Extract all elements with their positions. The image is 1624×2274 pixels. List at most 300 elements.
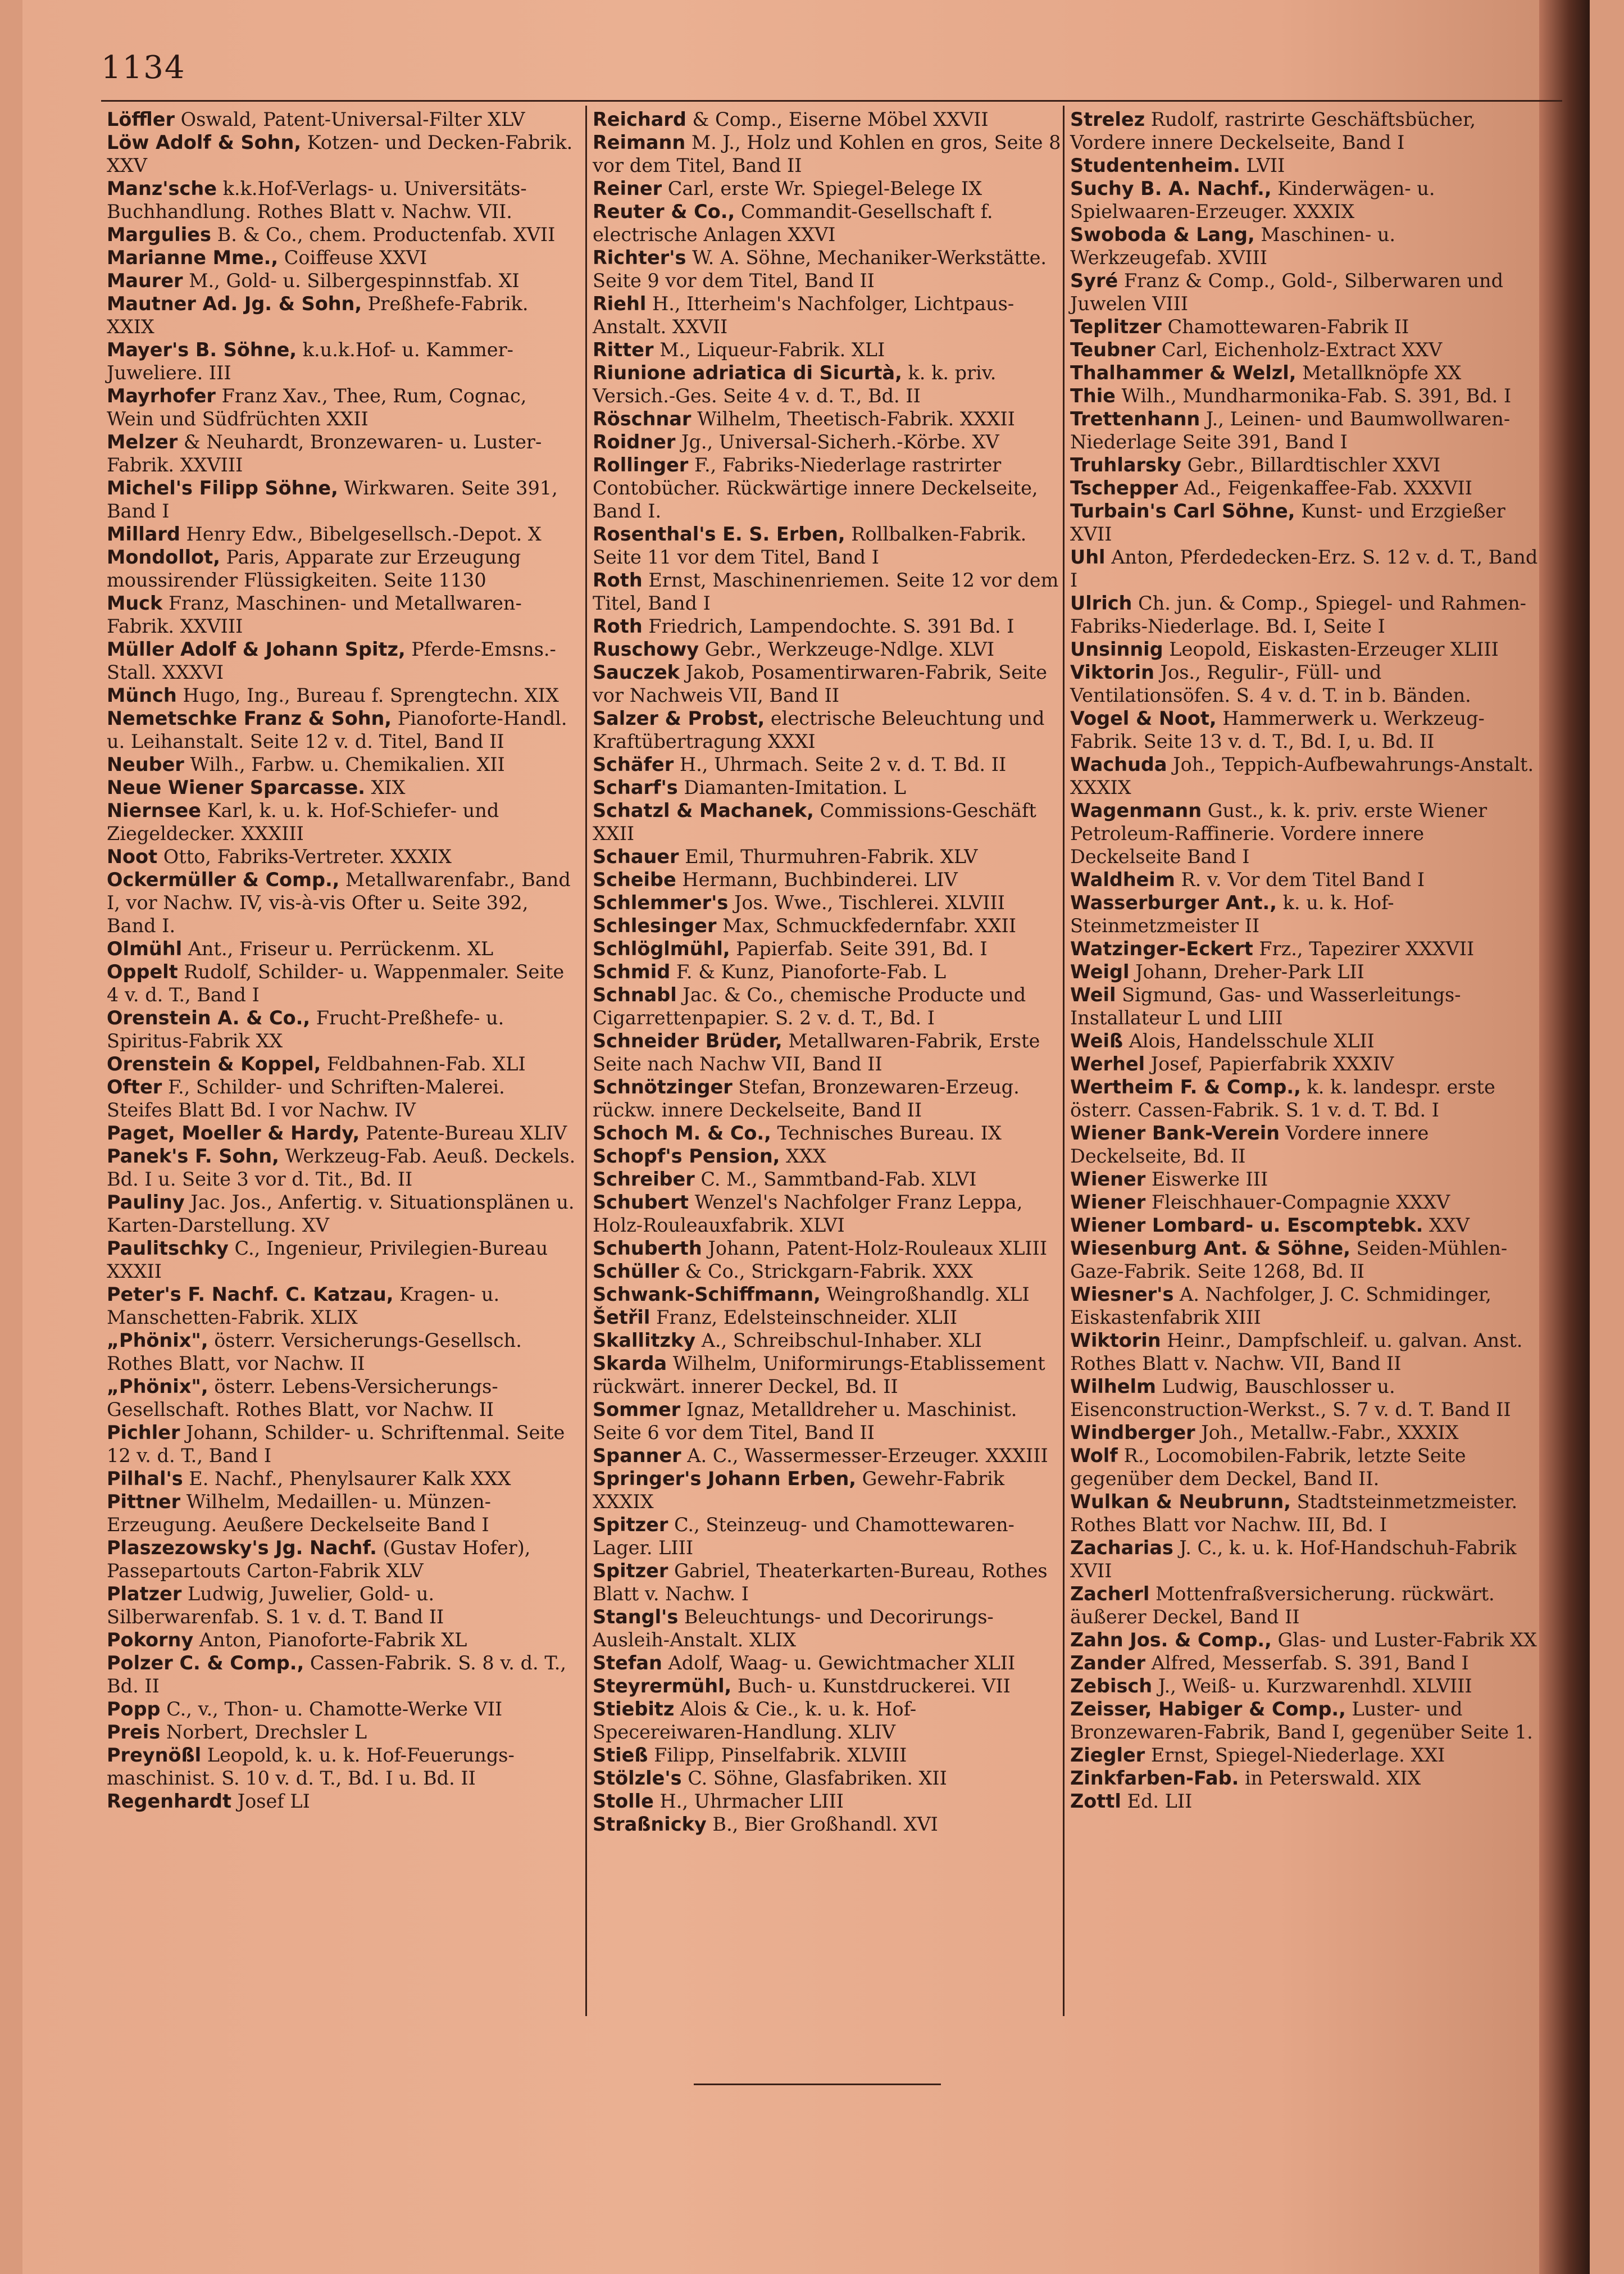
directory-entry [593, 1444, 1062, 1467]
directory-entry [593, 1329, 1062, 1352]
directory-entry [107, 1329, 576, 1375]
entry-text: Gebr., Werkzeuge-Ndlge. XLVI [699, 638, 995, 660]
directory-entry [593, 131, 1062, 177]
entry-name: Waldheim [1070, 869, 1175, 891]
entry-text: k. k. landespr. erste österr. Cassen-Fabrik. S. 1 v. d. T. Bd. I [1070, 1076, 1495, 1121]
entry-text: Alois, Handelsschule XLII [1123, 1030, 1375, 1052]
entry-name: Mayer's B. Söhne, [107, 339, 297, 361]
directory-entry [1070, 453, 1539, 476]
entry-text: Franz Xav., Thee, Rum, Cognac, Wein und Südfrüchten XXII [107, 385, 527, 430]
entry-text: Rudolf, Schilder- u. Wappenmaler. Seite 4 v. d. T., Band I [107, 961, 565, 1006]
entry-text: C. Söhne, Glasfabriken. XII [681, 1767, 947, 1789]
entry-name: Schoch M. & Co., [593, 1122, 771, 1144]
directory-entry [593, 1122, 1062, 1145]
book-spine [1539, 0, 1590, 2274]
entry-name: Mayrhofer [107, 385, 216, 407]
entry-name: Wasserburger Ant., [1070, 892, 1277, 914]
directory-entry [1070, 638, 1539, 661]
entry-text: Gust., k. k. priv. erste Wiener Petroleum-Raffinerie. Vordere innere Deckelseite Band I [1070, 800, 1487, 868]
entry-name: Muck [107, 592, 163, 614]
entry-text: (Gustav Hofer), Passepartouts Carton-Fabrik XLV [107, 1537, 531, 1582]
entry-name: Schlesinger [593, 915, 717, 937]
directory-entry [107, 246, 576, 269]
directory-entry [107, 1122, 576, 1145]
entry-name: Scheibe [593, 869, 676, 891]
directory-entry [593, 1790, 1062, 1813]
entry-text: Otto, Fabriks-Vertreter. XXXIX [157, 846, 452, 868]
entry-name: Schwank-Schiffmann, [593, 1283, 821, 1305]
directory-entry [107, 430, 576, 476]
directory-entry [107, 592, 576, 638]
entry-name: Rollinger [593, 454, 689, 476]
entry-text: Jakob, Posamentirwaren-Fabrik, Seite vor Nachweis VII, Band II [593, 661, 1047, 706]
directory-entry [593, 1029, 1062, 1075]
entry-name: Zacherl [1070, 1583, 1150, 1605]
entry-text: Anton, Pferdedecken-Erz. S. 12 v. d. T., Band I [1070, 546, 1538, 591]
entry-text: Karl, k. u. k. Hof-Schiefer- und Ziegeldecker. XXXIII [107, 800, 499, 845]
directory-entry [1070, 1329, 1539, 1375]
directory-entry [1070, 223, 1539, 269]
entry-text: B. & Co., chem. Productenfab. XVII [211, 224, 556, 246]
entry-text: XXX [780, 1145, 826, 1167]
entry-text: österr. Versicherungs-Gesellsch. Rothes Blatt, vor Nachw. II [107, 1329, 522, 1374]
entry-text: österr. Lebens-Versicherungs-Gesellschaft. Rothes Blatt, vor Nachw. II [107, 1376, 498, 1420]
entry-text: Oswald, Patent-Universal-Filter XLV [175, 108, 525, 130]
directory-entry [593, 1352, 1062, 1398]
entry-text: Kragen- u. Manschetten-Fabrik. XLIX [107, 1283, 500, 1328]
directory-entry [107, 1490, 576, 1536]
directory-entry [107, 1283, 576, 1329]
entry-name: Stefan [593, 1652, 662, 1674]
entry-text: Heinr., Dampfschleif. u. galvan. Anst. Rothes Blatt v. Nachw. VII, Band II [1070, 1329, 1523, 1374]
entry-name: Studentenheim. [1070, 155, 1240, 176]
entry-name: Panek's F. Sohn, [107, 1145, 279, 1167]
entry-text: E. Nachf., Phenylsaurer Kalk XXX [183, 1468, 511, 1490]
directory-entry [593, 569, 1062, 615]
directory-entry [593, 200, 1062, 246]
entry-text: Franz, Maschinen- und Metallwaren-Fabrik. XXVIII [107, 592, 522, 637]
entry-text: Metallknöpfe XX [1296, 362, 1462, 384]
directory-entry [593, 1237, 1062, 1260]
entry-text: J., Leinen- und Baumwollwaren-Niederlage Seite 391, Band I [1070, 408, 1511, 453]
directory-entry [593, 868, 1062, 891]
entry-text: Frz., Tapezirer XXXVII [1253, 938, 1475, 960]
entry-name: Reuter & Co., [593, 201, 735, 223]
directory-entry [1070, 500, 1539, 546]
directory-entry [593, 845, 1062, 868]
entry-text: R. v. Vor dem Titel Band I [1175, 869, 1425, 891]
entry-name: Schopf's Pension, [593, 1145, 780, 1167]
entry-name: Teubner [1070, 339, 1156, 361]
directory-entry [1070, 407, 1539, 453]
entry-name: Roth [593, 569, 643, 591]
entry-name: Zander [1070, 1652, 1145, 1674]
entry-name: „Phönix", [107, 1376, 208, 1397]
entry-text: k.k.Hof-Verlags- u. Universitäts-Buchhandlung. Rothes Blatt v. Nachw. VII. [107, 178, 527, 223]
directory-entry [107, 845, 576, 868]
entry-name: Šetřil [593, 1306, 650, 1328]
entry-text: Johann, Schilder- u. Schriftenmal. Seite 12 v. d. T., Band I [107, 1422, 565, 1467]
entry-text: M., Gold- u. Silbergespinnstfab. XI [183, 270, 520, 292]
column-1 [107, 108, 576, 1813]
directory-entry [107, 1721, 576, 1744]
entry-name: Paulitschky [107, 1237, 229, 1259]
entry-text: M., Liqueur-Fabrik. XLI [653, 339, 885, 361]
entry-text: Diamanten-Imitation. L [677, 777, 907, 798]
entry-text: Preßhefe-Fabrik. XXIX [107, 293, 529, 338]
entry-name: Schubert [593, 1191, 689, 1213]
entry-text: Henry Edw., Bibelgesellsch.-Depot. X [180, 523, 542, 545]
entry-name: Michel's Filipp Söhne, [107, 477, 338, 499]
directory-entry [107, 707, 576, 753]
entry-text: Hammerwerk u. Werkzeug-Fabrik. Seite 13 v. d. T., Bd. I, u. Bd. II [1070, 707, 1485, 752]
entry-name: Riehl [593, 293, 647, 315]
directory-entry [107, 1536, 576, 1582]
header-rule [101, 100, 1562, 102]
entry-text: Ernst, Spiegel-Niederlage. XXI [1145, 1744, 1445, 1766]
entry-name: Spanner [593, 1445, 681, 1467]
entry-name: Weiß [1070, 1030, 1123, 1052]
entry-name: Stieß [593, 1744, 648, 1766]
entry-name: Schüller [593, 1260, 679, 1282]
entry-text: Vordere innere Deckelseite, Bd. II [1070, 1122, 1429, 1167]
entry-text: Wilhelm, Uniformirungs-Etablissement rückwärt. innerer Deckel, Bd. II [593, 1352, 1045, 1397]
directory-entry [593, 1467, 1062, 1513]
entry-name: Schnötzinger [593, 1076, 733, 1098]
directory-entry [593, 1605, 1062, 1651]
entry-text: Luster- und Bronzewaren-Fabrik, Band I, gegenüber Seite 1. [1070, 1698, 1533, 1743]
entry-name: Röschnar [593, 408, 692, 430]
entry-name: Springer's Johann Erben, [593, 1468, 857, 1490]
entry-name: Preis [107, 1721, 161, 1743]
directory-entry [1070, 661, 1539, 707]
entry-text: Ludwig, Bauschlosser u. Eisenconstruction-Werkst., S. 7 v. d. T. Band II [1070, 1376, 1511, 1420]
entry-text: Jac. & Co., chemische Producte und Cigarrettenpapier. S. 2 v. d. T., Bd. I [593, 984, 1026, 1029]
entry-text: F., Schilder- und Schriften-Malerei. Steifes Blatt Bd. I vor Nachw. IV [107, 1076, 505, 1121]
entry-text: Sigmund, Gas- und Wasserleitungs-Installateur L und LIII [1070, 984, 1461, 1029]
entry-name: Plaszezowsky's Jg. Nachf. [107, 1537, 377, 1559]
entry-text: Wenzel's Nachfolger Franz Leppa, Holz-Rouleauxfabrik. XLVI [593, 1191, 1023, 1236]
entry-name: Uhl [1070, 546, 1106, 568]
entry-text: Carl, erste Wr. Spiegel-Belege IX [662, 178, 982, 199]
directory-entry [593, 1145, 1062, 1168]
directory-entry [107, 1375, 576, 1421]
directory-entry [107, 523, 576, 546]
entry-name: Popp [107, 1698, 161, 1720]
directory-entry [107, 1006, 576, 1052]
entry-text: Ch. jun. & Comp., Spiegel- und Rahmen-Fabriks-Niederlage. Bd. I, Seite I [1070, 592, 1526, 637]
entry-name: Orenstein A. & Co., [107, 1007, 311, 1029]
entry-text: Kunst- und Erzgießer XVII [1070, 500, 1505, 545]
directory-entry [593, 430, 1062, 453]
directory-entry [593, 108, 1062, 131]
entry-text: Wilh., Farbw. u. Chemikalien. XII [184, 754, 505, 775]
directory-entry [1070, 269, 1539, 315]
directory-entry [593, 1260, 1062, 1283]
entry-text: W. A. Söhne, Mechaniker-Werkstätte. Seite 9 vor dem Titel, Band II [593, 247, 1047, 292]
directory-entry [1070, 891, 1539, 937]
entry-text: M. J., Holz und Kohlen en gros, Seite 8 vor dem Titel, Band II [593, 131, 1061, 176]
entry-name: Paget, Moeller & Hardy, [107, 1122, 360, 1144]
entry-name: Wilhelm [1070, 1376, 1156, 1397]
directory-entry [593, 523, 1062, 569]
entry-name: Reimann [593, 131, 686, 153]
directory-entry [1070, 361, 1539, 384]
entry-text: Patente-Bureau XLIV [360, 1122, 567, 1144]
directory-entry [1070, 868, 1539, 891]
entry-text: Beleuchtungs- und Decorirungs-Ausleih-Anstalt. XLIX [593, 1606, 994, 1651]
entry-text: Filipp, Pinselfabrik. XLVIII [648, 1744, 907, 1766]
directory-entry [107, 384, 576, 430]
directory-entry [593, 1767, 1062, 1790]
entry-text: B., Bier Großhandl. XVI [706, 1813, 938, 1835]
entry-text: Wirkwaren. Seite 391, Band I [107, 477, 558, 522]
directory-entry [1070, 476, 1539, 500]
entry-name: Zebisch [1070, 1675, 1153, 1697]
entry-text: Papierfab. Seite 391, Bd. I [730, 938, 988, 960]
entry-text: Rudolf, rastrirte Geschäftsbücher, Vordere innere Deckelseite, Band I [1070, 108, 1476, 153]
entry-text: k. u. k. Hof-Steinmetzmeister II [1070, 892, 1394, 937]
entry-name: Schnabl [593, 984, 677, 1006]
entry-name: Werhel [1070, 1053, 1145, 1075]
directory-entry [593, 1191, 1062, 1237]
directory-entry [593, 1075, 1062, 1122]
entry-name: Schmid [593, 961, 671, 983]
entry-text: Ad., Feigenkaffee-Fab. XXXVII [1177, 477, 1472, 499]
entry-name: Steyrermühl, [593, 1675, 732, 1697]
directory-entry [1070, 1651, 1539, 1674]
entry-name: Viktorin [1070, 661, 1154, 683]
entry-text: Ludwig, Juwelier, Gold- u. Silberwarenfab. S. 1 v. d. T. Band II [107, 1583, 444, 1628]
entry-text: Emil, Thurmuhren-Fabrik. XLV [679, 846, 978, 868]
entry-name: Reiner [593, 178, 662, 199]
entry-name: Scharf's [593, 777, 678, 798]
directory-entry [107, 937, 576, 960]
directory-entry [1070, 108, 1539, 154]
entry-text: F., Fabriks-Niederlage rastrirter Contobücher. Rückwärtige innere Deckelseite, Band I. [593, 454, 1038, 522]
directory-entry [1070, 1029, 1539, 1052]
entry-name: Mondollot, [107, 546, 220, 568]
directory-entry [107, 108, 576, 131]
entry-name: Manz'sche [107, 178, 217, 199]
directory-entry [107, 131, 576, 177]
entry-text: Jos., Regulir-, Füll- und Ventilationsöfen. S. 4 v. d. T. in b. Bänden. [1070, 661, 1471, 706]
entry-name: Stangl's [593, 1606, 679, 1628]
entry-text: & Co., Strickgarn-Fabrik. XXX [679, 1260, 973, 1282]
entry-text: Wilhelm, Theetisch-Fabrik. XXXII [691, 408, 1015, 430]
entry-text: Eiswerke III [1145, 1168, 1268, 1190]
entry-text: Joh., Metallw.-Fabr., XXXIX [1195, 1422, 1459, 1444]
entry-text: in Peterswald. XIX [1239, 1767, 1421, 1789]
entry-name: Melzer [107, 431, 178, 453]
directory-entry [107, 269, 576, 292]
directory-entry [1070, 1582, 1539, 1628]
entry-name: „Phönix", [107, 1329, 208, 1351]
directory-entry [1070, 1191, 1539, 1214]
entry-text: Weingroßhandlg. XLI [820, 1283, 1030, 1305]
entry-name: Zottl [1070, 1790, 1121, 1812]
entry-text: Hermann, Buchbinderei. LIV [676, 869, 958, 891]
entry-text: Jos. Wwe., Tischlerei. XLVIII [728, 892, 1005, 914]
directory-entry [593, 361, 1062, 407]
entry-text: k. k. priv. Versich.-Ges. Seite 4 v. d. T., Bd. II [593, 362, 997, 407]
directory-entry [107, 546, 576, 592]
entry-text: Joh., Teppich-Aufbewahrungs-Anstalt. XXXIX [1070, 754, 1534, 798]
directory-entry [593, 1283, 1062, 1306]
entry-name: Nemetschke Franz & Sohn, [107, 707, 392, 729]
entry-text: Gabriel, Theaterkarten-Bureau, Rothes Blatt v. Nachw. I [593, 1560, 1048, 1605]
entry-text: Frucht-Preßhefe- u. Spiritus-Fabrik XX [107, 1007, 504, 1052]
entry-name: Neue Wiener Sparcasse. [107, 777, 365, 798]
entry-text: Alois & Cie., k. u. k. Hof-Specereiwaren-Handlung. XLIV [593, 1698, 917, 1743]
directory-entry [107, 638, 576, 684]
entry-name: Skallitzky [593, 1329, 696, 1351]
entry-text: Pianoforte-Handl. u. Leihanstalt. Seite 12 v. d. Titel, Band II [107, 707, 567, 752]
entry-name: Salzer & Probst, [593, 707, 765, 729]
directory-entry [107, 177, 576, 223]
directory-entry [107, 223, 576, 246]
entry-name: Schäfer [593, 754, 674, 775]
directory-entry [107, 1145, 576, 1191]
directory-entry [107, 1651, 576, 1697]
entry-name: Niernsee [107, 800, 201, 821]
entry-name: Löffler [107, 108, 175, 130]
entry-name: Thie [1070, 385, 1116, 407]
entry-name: Riunione adriatica di Sicurtà, [593, 362, 902, 384]
entry-text: electrische Beleuchtung und Kraftübertragung XXXI [593, 707, 1045, 752]
entry-name: Wiesner's [1070, 1283, 1174, 1305]
entry-text: Anton, Pianoforte-Fabrik XL [193, 1629, 467, 1651]
entry-name: Marianne Mme., [107, 247, 279, 269]
entry-name: Pichler [107, 1422, 180, 1444]
entry-text: k.u.k.Hof- u. Kammer-Juweliere. III [107, 339, 513, 384]
entry-name: Spitzer [593, 1514, 668, 1536]
directory-entry [1070, 1122, 1539, 1168]
entry-text: Mottenfraßversicherung. rückwärt. äußerer Deckel, Band II [1070, 1583, 1495, 1628]
directory-entry [1070, 1421, 1539, 1444]
directory-entry [1070, 1536, 1539, 1582]
entry-name: Ritter [593, 339, 654, 361]
entry-name: Müller Adolf & Johann Spitz, [107, 638, 406, 660]
entry-name: Ziegler [1070, 1744, 1145, 1766]
entry-text: H., Itterheim's Nachfolger, Lichtpaus-Anstalt. XXVII [593, 293, 1015, 338]
entry-text: Fleischhauer-Compagnie XXXV [1145, 1191, 1450, 1213]
directory-entry [107, 960, 576, 1006]
directory-entry [593, 661, 1062, 707]
entry-name: Watzinger-Eckert [1070, 938, 1253, 960]
directory-entry [593, 453, 1062, 523]
entry-name: Wiktorin [1070, 1329, 1161, 1351]
entry-name: Wagenmann [1070, 800, 1202, 821]
entry-name: Schreiber [593, 1168, 695, 1190]
directory-entry [107, 1191, 576, 1237]
entry-name: Teplitzer [1070, 316, 1162, 338]
directory-entry [593, 937, 1062, 960]
entry-text: Alfred, Messerfab. S. 391, Band I [1145, 1652, 1469, 1674]
entry-name: Wiener [1070, 1191, 1146, 1213]
directory-entry [593, 799, 1062, 845]
entry-name: Pauliny [107, 1191, 185, 1213]
entry-text: Friedrich, Lampendochte. S. 391 Bd. I [642, 615, 1015, 637]
directory-entry [593, 407, 1062, 430]
entry-text: Pferde-Emsns.-Stall. XXXVI [107, 638, 556, 683]
directory-entry [593, 292, 1062, 338]
directory-entry [1070, 1490, 1539, 1536]
entry-name: Regenhardt [107, 1790, 232, 1812]
directory-entry [1070, 960, 1539, 983]
entry-text: & Comp., Eiserne Möbel XXVII [686, 108, 989, 130]
entry-name: Thalhammer & Welzl, [1070, 362, 1297, 384]
entry-name: Syré [1070, 270, 1118, 292]
directory-entry [593, 1168, 1062, 1191]
directory-entry [593, 1697, 1062, 1744]
entry-name: Wiener [1070, 1168, 1146, 1190]
entry-name: Trettenhann [1070, 408, 1200, 430]
entry-name: Spitzer [593, 1560, 668, 1582]
entry-name: Turbain's Carl Söhne, [1070, 500, 1295, 522]
entry-text: Johann, Dreher-Park LII [1129, 961, 1364, 983]
footer-rule [694, 2084, 941, 2085]
entry-name: Strelez [1070, 108, 1145, 130]
entry-name: Skarda [593, 1352, 667, 1374]
entry-name: Swoboda & Lang, [1070, 224, 1255, 246]
column-divider [585, 106, 587, 2016]
entry-name: Wertheim F. & Comp., [1070, 1076, 1301, 1098]
directory-entry [1070, 1697, 1539, 1744]
entry-text: Cassen-Fabrik. S. 8 v. d. T., Bd. II [107, 1652, 567, 1697]
directory-entry [1070, 799, 1539, 868]
directory-entry [1070, 154, 1539, 177]
directory-entry [107, 1697, 576, 1721]
directory-entry [107, 1467, 576, 1490]
entry-text: Technisches Bureau. IX [771, 1122, 1002, 1144]
directory-entry [107, 1237, 576, 1283]
directory-entry [1070, 1790, 1539, 1813]
entry-text: R., Locomobilen-Fabrik, letzte Seite gegenüber dem Deckel, Band II. [1070, 1445, 1466, 1490]
entry-text: Jac. Jos., Anfertig. v. Situationsplänen u. Karten-Darstellung. XV [107, 1191, 575, 1236]
directory-entry [1070, 937, 1539, 960]
entry-name: Ulrich [1070, 592, 1132, 614]
directory-entry [1070, 707, 1539, 753]
entry-text: XXV [1423, 1214, 1470, 1236]
directory-entry [1070, 1628, 1539, 1651]
entry-name: Maurer [107, 270, 183, 292]
directory-entry [1070, 1283, 1539, 1329]
entry-name: Roidner [593, 431, 676, 453]
entry-text: Kinderwägen- u. Spielwaaren-Erzeuger. XXXIX [1070, 178, 1435, 223]
directory-entry [1070, 384, 1539, 407]
entry-name: Schauer [593, 846, 679, 868]
entry-name: Wiesenburg Ant. & Söhne, [1070, 1237, 1350, 1259]
entry-name: Schlemmer's [593, 892, 729, 914]
entry-text: Rollbalken-Fabrik. Seite 11 vor dem Titel, Band I [593, 523, 1027, 568]
entry-name: Preynößl [107, 1744, 202, 1766]
entry-text: Commandit-Gesellschaft f. electrische Anlagen XXVI [593, 201, 993, 246]
entry-text: Franz & Comp., Gold-, Silberwaren und Juwelen VIII [1070, 270, 1504, 315]
directory-entry [107, 1421, 576, 1467]
entry-text: XIX [365, 777, 406, 798]
directory-entry [593, 615, 1062, 638]
entry-name: Mautner Ad. Jg. & Sohn, [107, 293, 362, 315]
entry-text: Wilhelm, Medaillen- u. Münzen-Erzeugung. Aeußere Deckelseite Band I [107, 1491, 492, 1536]
directory-entry [593, 1674, 1062, 1697]
directory-entry [593, 638, 1062, 661]
entry-name: Wiener Lombard- u. Escomptebk. [1070, 1214, 1423, 1236]
entry-text: C., Ingenieur, Privilegien-Bureau XXXII [107, 1237, 548, 1282]
entry-text: Metallwarenfabr., Band I, vor Nachw. IV, vis-à-vis Ofter u. Seite 392, Band I. [107, 869, 571, 937]
entry-text: J., Weiß- u. Kurzwarenhdl. XLVIII [1152, 1675, 1472, 1697]
directory-entry [1070, 1237, 1539, 1283]
